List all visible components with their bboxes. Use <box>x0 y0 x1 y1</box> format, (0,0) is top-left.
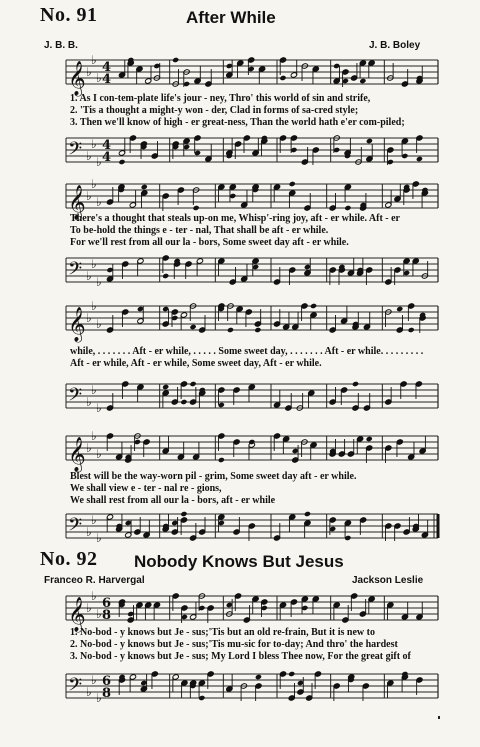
lyric-line: For we'll rest from all our la - bors, Some sweet day aft - er while. <box>70 237 349 248</box>
svg-text:♭: ♭ <box>96 71 102 85</box>
svg-text:4: 4 <box>102 60 112 75</box>
svg-text:♭: ♭ <box>86 311 92 325</box>
svg-text:4: 4 <box>102 138 112 153</box>
svg-text:♭: ♭ <box>91 513 97 527</box>
svg-text:♭: ♭ <box>86 601 92 615</box>
svg-text:♭: ♭ <box>96 401 102 415</box>
svg-text:♭: ♭ <box>86 441 92 455</box>
music-credit: Jackson Leslie <box>352 575 424 586</box>
svg-text:♭: ♭ <box>96 607 102 621</box>
lyric-line: 3. No-bod - y knows but Je - sus; My Lord I bless Thee now, For the great gift of <box>70 651 411 662</box>
svg-text:𝄢: 𝄢 <box>68 515 83 540</box>
treble-staff <box>0 299 480 342</box>
svg-text:♭: ♭ <box>91 53 97 67</box>
lyric-line: There's a thought that steals up-on me, Whisp'-ring joy, aft - er while. Aft - er <box>70 213 400 224</box>
svg-text:♭: ♭ <box>91 589 97 603</box>
svg-text:♭: ♭ <box>96 447 102 461</box>
words-credit: J. B. B. <box>44 40 78 51</box>
svg-text:♭: ♭ <box>91 257 97 271</box>
svg-text:𝄞: 𝄞 <box>68 597 86 632</box>
svg-text:♭: ♭ <box>86 269 92 283</box>
lyric-line: We shall view e - ter - nal re - gions, <box>70 483 222 494</box>
lyric-line: 2. No-bod - y knows but Je - sus;'Tis mu-sic for to-day; And thro' the hardest <box>70 639 398 650</box>
svg-text:𝄢: 𝄢 <box>68 259 83 284</box>
svg-text:♭: ♭ <box>91 299 97 313</box>
svg-text:𝄢: 𝄢 <box>68 675 83 700</box>
svg-text:4: 4 <box>102 72 112 87</box>
svg-text:𝄢: 𝄢 <box>68 139 83 164</box>
svg-text:♭: ♭ <box>91 137 97 151</box>
svg-text:4: 4 <box>102 150 112 165</box>
svg-text:𝄢: 𝄢 <box>68 385 83 410</box>
treble-staff <box>0 53 480 96</box>
lyric-line: Aft - er while, Aft - er while, Some sweet day, Aft - er while. <box>70 358 322 369</box>
lyric-line: 1. As I con-tem-plate life's jour - ney, Thro' this world of sin and strife, <box>70 93 371 104</box>
svg-text:♭: ♭ <box>96 691 102 705</box>
svg-text:♭: ♭ <box>96 155 102 169</box>
hymn-number: No. 92 <box>40 548 98 570</box>
page-mark <box>438 716 440 719</box>
svg-text:♭: ♭ <box>86 685 92 699</box>
svg-text:♭: ♭ <box>91 429 97 443</box>
svg-text:♭: ♭ <box>96 275 102 289</box>
bass-staff <box>0 508 480 544</box>
svg-text:♭: ♭ <box>91 673 97 687</box>
svg-text:𝄞: 𝄞 <box>68 61 86 96</box>
svg-text:♭: ♭ <box>96 317 102 331</box>
svg-text:♭: ♭ <box>96 531 102 545</box>
svg-text:♭: ♭ <box>86 65 92 79</box>
svg-text:𝄞: 𝄞 <box>68 185 86 220</box>
lyric-line: Blest will be the way-worn pil - grim, Some sweet day aft - er while. <box>70 471 357 482</box>
lyric-line: 3. Then we'll know of high - er great-ness, Than the world hath e'er com-piled; <box>70 117 405 128</box>
lyric-line: 1. No-bod - y knows but Je - sus;'Tis but an old re-frain, But it is new to <box>70 627 375 638</box>
lyric-line: To be-hold the things e - ter - nal, That shall be aft - er while. <box>70 225 329 236</box>
svg-text:♭: ♭ <box>86 189 92 203</box>
svg-text:𝄞: 𝄞 <box>68 437 86 472</box>
svg-text:8: 8 <box>102 608 112 623</box>
svg-text:♭: ♭ <box>86 149 92 163</box>
svg-text:♭: ♭ <box>91 383 97 397</box>
svg-text:8: 8 <box>102 686 112 701</box>
bass-staff <box>0 378 480 414</box>
svg-text:𝄞: 𝄞 <box>68 307 86 342</box>
bass-staff <box>0 132 480 168</box>
bass-staff <box>0 252 480 288</box>
hymn-number: No. 91 <box>40 4 98 26</box>
lyric-line: We shall rest from all our la - bors, aft - er while <box>70 495 276 506</box>
svg-text:♭: ♭ <box>86 395 92 409</box>
music-credit: J. B. Boley <box>369 40 421 51</box>
treble-staff <box>0 429 480 472</box>
svg-text:6: 6 <box>102 596 112 611</box>
words-credit: Franceo R. Harvergal <box>44 575 145 586</box>
treble-staff <box>0 589 480 632</box>
svg-text:♭: ♭ <box>86 525 92 539</box>
svg-text:♭: ♭ <box>91 177 97 191</box>
svg-text:6: 6 <box>102 674 112 689</box>
hymn-title: Nobody Knows But Jesus <box>134 552 344 571</box>
svg-text:♭: ♭ <box>96 195 102 209</box>
lyric-line: 2. 'Tis a thought a might-y won - der, Clad in forms of sa-cred style; <box>70 105 359 116</box>
hymn-title: After While <box>186 8 276 27</box>
bass-staff <box>0 668 480 704</box>
lyric-line: while, . . . . . . . Aft - er while, . . . . . Some sweet day, . . . . . . . Aft - er while. . . . . . . . . <box>70 346 424 357</box>
